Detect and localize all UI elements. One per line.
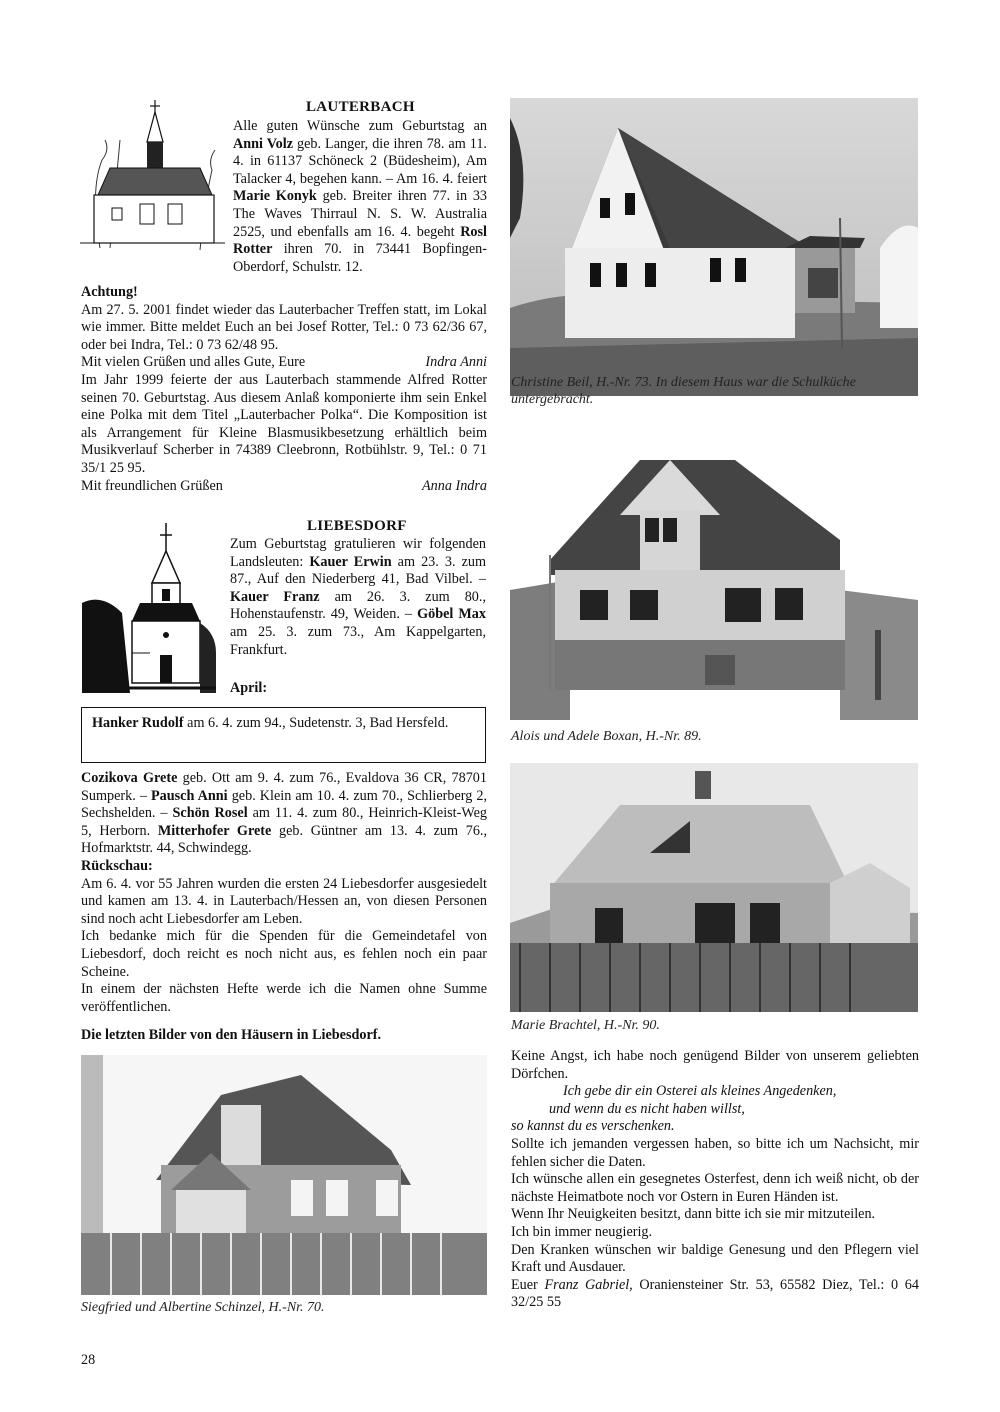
caption-photo4: Siegfried und Albertine Schinzel, H.-Nr. 70.: [81, 1300, 325, 1315]
birthday-name: Anni Volz: [233, 135, 293, 152]
closing-text: Mit vielen Grüßen und alles Gute, Eure: [81, 354, 306, 371]
birthday-name: Marie Konyk: [233, 188, 317, 205]
closing-paragraph: Ich bin immer neugierig.: [511, 1223, 653, 1240]
april-heading: April:: [230, 680, 268, 696]
birthday-text: am 11. 4. zum 80., Heinrich-Kleist-Weg 5, Herborn.: [81, 805, 487, 839]
poem-line: Ich gebe dir ein Osterei als kleines Angedenken,: [563, 1083, 837, 1100]
greetings-intro: Alle guten Wünsche zum Geburtstag an: [233, 118, 487, 134]
poem-line: und wenn du es nicht haben willst,: [549, 1100, 745, 1117]
birthday-name: Schön Rosel: [172, 805, 248, 822]
closing-paragraph: Sollte ich jemanden vergessen haben, so bitte ich um Nachsicht, mir fehlen sicher die Daten.: [511, 1135, 919, 1170]
polka-text: Im Jahr 1999 feierte der aus Lauterbach stammende Alfred Rotter seinen 70. Geburtstag. Aus diesem Anlaß komponierte ihm sein Enkel eine Polka mit dem Titel „Lauterbacher Polka“. Die Komposition ist als Arrangement für Kleine Blasmusikbesetzung erhältlich beim Musikverlauf Scherber in 74389 Cleebronn, Rotbühlstr. 9, Tel.: 0 71 35/1 25 95.: [81, 371, 487, 476]
birthday-text: ihren 70. in 73441 Bopfingen-Oberdorf, Schulstr. 12.: [233, 241, 487, 275]
poem-line: so kannst du es verschenken.: [511, 1118, 675, 1135]
closing-signature: [511, 1277, 919, 1312]
birthday-name: Rosl Rotter: [233, 223, 487, 258]
liebesdorf-birthdays: [230, 536, 486, 659]
closing-paragraph: Wenn Ihr Neuigkeiten besitzt, dann bitte ich sie mir mitzuteilen.: [511, 1206, 876, 1223]
closing-line-2: [81, 478, 487, 496]
review-paragraph: Am 6. 4. vor 55 Jahren wurden die ersten 24 Liebesdorfer ausgesiedelt und kamen am 13. 4. in Lauterbach/Hessen an, von diesen Personen sind noch acht Liebesdorfer am Leben.: [81, 875, 487, 927]
birthday-name: Cozikova Grete: [81, 770, 178, 786]
birthday-text: geb. Klein am 10. 4. zum 70., Schlierberg 2, Sechshelden. –: [81, 787, 488, 822]
signature: Indra Anni: [425, 354, 487, 371]
page-number: 28: [81, 1352, 96, 1368]
closing-paragraph: Keine Angst, ich habe noch genügend Bilder von unserem geliebten Dörfchen.: [511, 1048, 919, 1082]
sign-address: Oraniensteiner Str. 53, 65582 Diez, Tel.: 0 64 32/25 55: [511, 1276, 919, 1311]
review-paragraph: Ich bedanke mich für die Spenden für die Gemeindetafel von Liebesdorf, doch reicht es noch nicht aus, es fehlen noch ein paar Scheine.: [81, 928, 487, 980]
lauterbach-heading: LAUTERBACH: [306, 99, 415, 115]
birthday-name: Kauer Erwin: [309, 553, 392, 570]
closing-line-1: [81, 354, 487, 372]
birthday-text: geb. Ott am 9. 4. zum 76., Evaldova 36 CR, 78701 Sumperk. –: [81, 770, 487, 804]
lauterbach-attention: [81, 284, 487, 495]
caption-photo1: Christine Beil, H.-Nr. 73. In diesem Haus war die Schulküche untergebracht.: [511, 375, 856, 407]
photo-brachtel-house: [510, 763, 918, 1012]
closing-paragraph: Den Kranken wünschen wir baldige Genesung und den Pflegern viel Kraft und Ausdauer.: [511, 1241, 919, 1276]
birthday-name: Mitterhofer Grete: [157, 822, 272, 839]
review-heading: Rückschau:: [81, 857, 153, 874]
sign-name: Franz Gabriel,: [544, 1276, 633, 1293]
liebesdorf-heading: LIEBESDORF: [307, 518, 407, 534]
pictures-heading: Die letzten Bilder von den Häusern in Liebesdorf.: [81, 1027, 382, 1043]
review-paragraph: In einem der nächsten Hefte werde ich die Namen ohne Summe veröffentlichen.: [81, 981, 487, 1015]
lauterbach-greetings: [81, 118, 487, 276]
birthday-text: geb. Güntner am 13. 4. zum 76., Hofmarktstr. 44, Schwindegg.: [81, 822, 488, 857]
birthday-name: Göbel Max: [417, 606, 486, 623]
birthday-name: Kauer Franz: [230, 588, 320, 605]
birthday-text: geb. Breiter ihren 77. in 33 The Waves Thirraul N. S. W. Australia 2525, und ebenfalls am 16. 4. begeht: [233, 188, 488, 240]
closing-paragraph: Ich wünsche allen ein gesegnetes Osterfest, denn ich weiß nicht, ob der nächste Heimatbote noch vor Ostern in Euren Händen ist.: [511, 1171, 919, 1205]
caption-photo2: Alois und Adele Boxan, H.-Nr. 89.: [511, 729, 702, 744]
birthday-name: Pausch Anni: [151, 787, 228, 804]
birthday-text: am 6. 4. zum 94., Sudetenstr. 3, Bad Hersfeld.: [183, 715, 449, 731]
closing-text: Mit freundlichen Grüßen: [81, 477, 223, 494]
birthday-text: geb. Langer, die ihren 78. am 11. 4. in 61137 Schöneck 2 (Büdesheim), Am Talacker 4, begehen kann. – Am 16. 4. feiert: [233, 135, 487, 187]
intro-text: Zum Geburtstag gratulieren wir folgenden Landsleuten:: [230, 536, 486, 570]
birthday-text: am 26. 3. zum 80., Hohenstaufenstr. 49, Weiden. –: [230, 588, 486, 623]
attention-heading: Achtung!: [81, 284, 138, 300]
attention-text: Am 27. 5. 2001 findet wieder das Lauterbacher Treffen statt, im Lokal wie immer. Bitte meldet Euch an bei Josef Rotter, Tel.: 0 73 62/36 67, oder bei Indra, Tel.: 0 73 62/48 95.: [81, 301, 487, 353]
liebesdorf-chapel-drawing: [82, 523, 216, 695]
highlight-box: [81, 707, 486, 763]
photo-schinzel-house: [81, 1055, 487, 1295]
april-birthdays: [81, 770, 487, 1016]
birthday-text: am 25. 3. zum 73., Am Kappelgarten, Frankfurt.: [230, 623, 486, 658]
sign-prefix: Euer: [511, 1276, 545, 1293]
birthday-text: am 23. 3. zum 87., Auf den Niederberg 41, Bad Vilbel. –: [230, 553, 486, 588]
photo-boxan-house: [510, 440, 918, 720]
birthday-name: Hanker Rudolf: [92, 715, 184, 731]
closing-text: [511, 1048, 919, 1312]
april-list: [81, 770, 487, 858]
caption-photo3: Marie Brachtel, H.-Nr. 90.: [511, 1018, 660, 1033]
photo-beil-house: [510, 98, 918, 396]
signature: Anna Indra: [421, 477, 487, 494]
